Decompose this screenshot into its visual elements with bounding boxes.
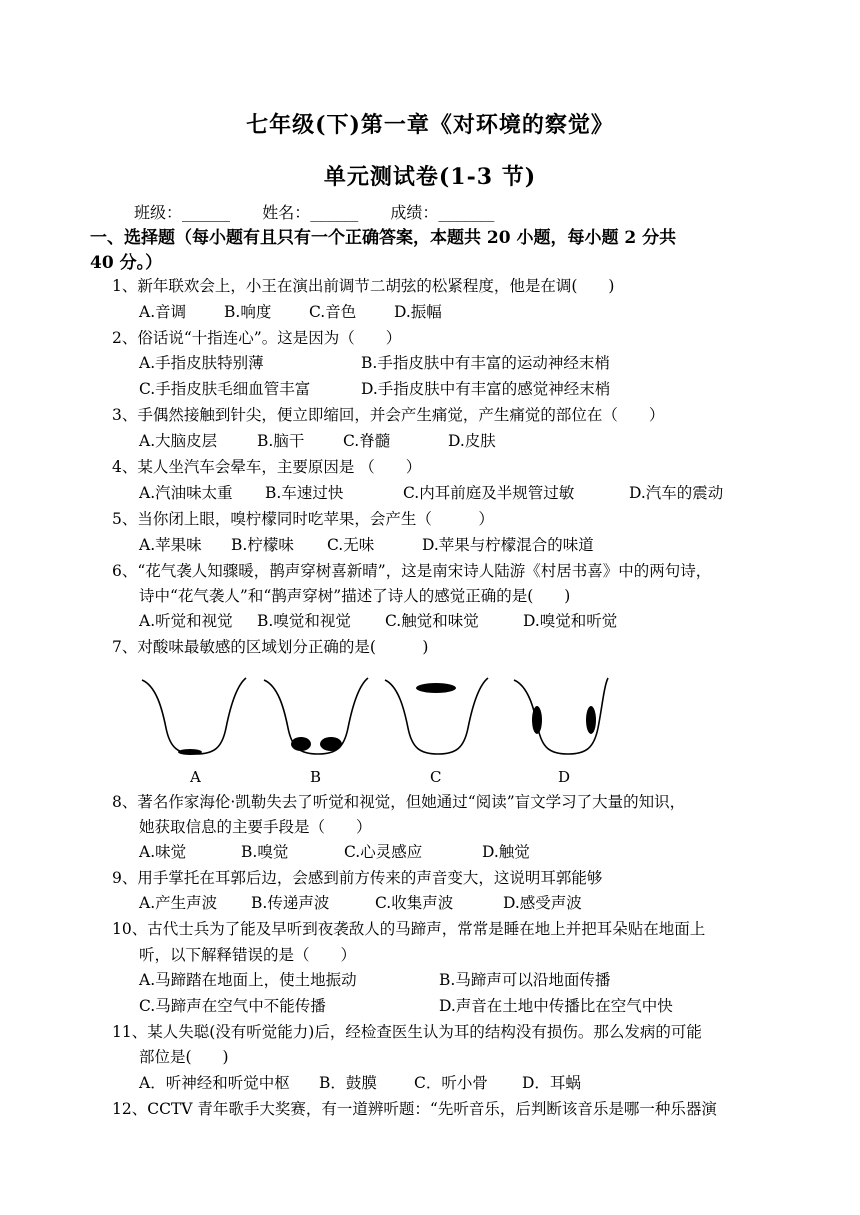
option-c: C.手指皮肤毛细血管丰富: [139, 380, 311, 398]
question-7: 7、对酸味最敏感的区域划分正确的是( ): [112, 638, 429, 656]
figure-label-a: A: [190, 768, 201, 786]
question-2-options-row2: [139, 377, 610, 401]
score-field-label: 成绩：_______: [390, 203, 495, 222]
question-6-cont: 诗中“花气袭人”和“鹊声穿树”描述了诗人的感觉正确的是( ): [139, 587, 571, 605]
option-c: C.收集声波: [375, 894, 454, 912]
question-11-cont: 部位是( ): [139, 1048, 229, 1066]
option-d: D.苹果与柠檬混合的味道: [422, 536, 594, 554]
question-3: 3、手偶然接触到针尖，便立即缩回，并会产生痛觉，产生痛觉的部位在（ ）: [112, 406, 665, 424]
option-c: C.音色: [309, 303, 357, 321]
sensitive-region-a: [178, 749, 202, 755]
option-b: B.车速过快: [265, 484, 344, 502]
option-d: D.感受声波: [503, 894, 582, 912]
question-8-options: [139, 840, 530, 864]
option-c: C．听小骨: [414, 1074, 488, 1092]
option-a: A.马蹄踏在地面上，使土地振动: [139, 971, 357, 989]
question-10: 10、古代士兵为了能及早听到夜袭敌人的马蹄声，常常是睡在地上并把耳朵贴在地面上: [112, 920, 706, 938]
exam-title: 七年级(下)第一章《对环境的察觉》: [246, 112, 614, 138]
figure-label-d: D: [558, 768, 571, 786]
question-10-cont: 听，以下解释错误的是（ ）: [139, 946, 357, 964]
question-5: 5、当你闭上眼，嗅柠檬同时吃苹果，会产生（ ）: [112, 510, 494, 528]
section-heading-cont: 40 分。）: [90, 253, 163, 273]
option-c: C.马蹄声在空气中不能传播: [139, 997, 326, 1015]
question-10-options-row2: [139, 994, 673, 1018]
option-c: C.脊髓: [343, 432, 391, 450]
question-5-options: [139, 533, 594, 557]
question-11-options: [139, 1071, 581, 1095]
option-a: A.听觉和视觉: [139, 612, 233, 630]
option-a: A.产生声波: [139, 894, 218, 912]
exam-subtitle: 单元测试卷(1-3 节): [323, 164, 537, 190]
option-b: B.响度: [224, 303, 272, 321]
sensitive-region-b-left: [291, 737, 311, 751]
option-d: D．耳蜗: [522, 1074, 581, 1092]
option-b: B.马蹄声可以沿地面传播: [439, 971, 611, 989]
question-2: 2、俗话说“十指连心”。这是因为（ ）: [112, 329, 402, 347]
sensitive-region-d-right: [586, 706, 596, 734]
question-11: 11、某人失聪(没有听觉能力)后，经检查医生认为耳的结构没有损伤。那么发病的可能: [112, 1023, 702, 1041]
question-1-options: [139, 300, 442, 324]
class-field-label: 班级：______: [134, 203, 231, 222]
option-b: B.嗅觉: [241, 843, 289, 861]
option-b: B.手指皮肤中有丰富的运动神经末梢: [361, 354, 610, 372]
tongue-outline-a: [142, 678, 246, 754]
question-10-options-row1: [139, 968, 610, 992]
option-b: B.嗅觉和视觉: [257, 612, 351, 630]
figure-label-c: C: [430, 768, 442, 786]
figure-label-b: B: [310, 768, 322, 786]
option-d: D.声音在土地中传播比在空气中快: [439, 997, 673, 1015]
question-3-options: [139, 429, 496, 453]
question-9: 9、用手掌托在耳郭后边，会感到前方传来的声音变大，这说明耳郭能够: [112, 869, 603, 887]
student-info-row: [134, 200, 494, 223]
option-a: A.手指皮肤特别薄: [139, 354, 264, 372]
tongue-diagram: [130, 668, 610, 786]
option-b: B.柠檬味: [231, 536, 294, 554]
question-8-cont: 她获取信息的主要手段是（ ）: [139, 818, 372, 836]
option-a: A．听神经和听觉中枢: [139, 1074, 290, 1092]
option-b: B．鼓膜: [319, 1074, 377, 1092]
option-d: D.皮肤: [448, 432, 496, 450]
question-8: 8、著名作家海伦·凯勒失去了听觉和视觉，但她通过“阅读”盲文学习了大量的知识，: [112, 793, 686, 811]
sensitive-region-d-left: [532, 706, 542, 734]
option-d: D.汽车的震动: [629, 484, 724, 502]
option-a: A.味觉: [139, 843, 187, 861]
option-c: C.内耳前庭及半规管过敏: [403, 484, 575, 502]
question-9-options: [139, 891, 582, 915]
question-12: 12、CCTV 青年歌手大奖赛，有一道辨听题：“先听音乐，后判断该音乐是哪一种乐器演: [112, 1100, 717, 1118]
sensitive-region-c: [416, 683, 456, 693]
section-heading: 一、选择题（每小题有且只有一个正确答案，本题共 20 小题，每小题 2 分共: [90, 228, 677, 248]
question-4: 4、某人坐汽车会晕车，主要原因是 （ ）: [112, 458, 422, 476]
option-d: D.嗅觉和听觉: [523, 612, 618, 630]
question-1: 1、新年联欢会上，小王在演出前调节二胡弦的松紧程度，他是在调( ): [112, 277, 615, 295]
option-a: A.音调: [139, 303, 187, 321]
tongue-outline-b: [264, 678, 368, 754]
question-6: 6、“花气袭人知骤暖，鹊声穿树喜新晴”，这是南宋诗人陆游《村居书喜》中的两句诗，: [112, 562, 712, 580]
question-6-options: [139, 609, 617, 633]
question-4-options: [139, 481, 723, 505]
option-a: A.汽油味太重: [139, 484, 233, 502]
question-2-options-row1: [139, 351, 610, 375]
option-d: D.振幅: [394, 303, 442, 321]
option-b: B.传递声波: [251, 894, 330, 912]
option-d: D.手指皮肤中有丰富的感觉神经末梢: [361, 380, 611, 398]
option-d: D.触觉: [482, 843, 530, 861]
name-field-label: 姓名：______: [262, 203, 359, 222]
option-c: C.心灵感应: [344, 843, 423, 861]
option-b: B.脑干: [257, 432, 305, 450]
option-a: A.大脑皮层: [139, 432, 218, 450]
option-a: A.苹果味: [139, 536, 202, 554]
option-c: C.无味: [327, 536, 375, 554]
sensitive-region-b-right: [320, 737, 342, 751]
option-c: C.触觉和味觉: [385, 612, 479, 630]
